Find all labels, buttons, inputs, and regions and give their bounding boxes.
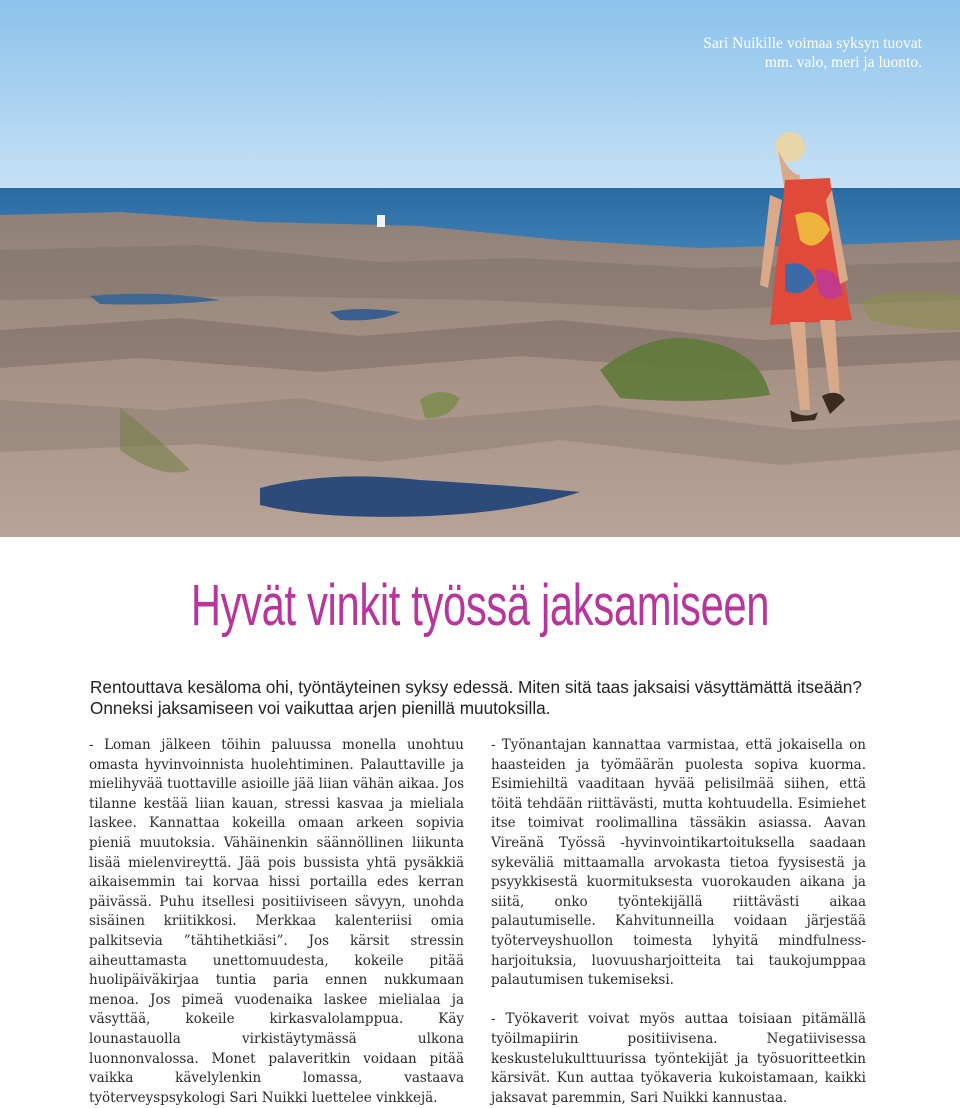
right-column-paragraph-2: - Työkaverit voivat myös auttaa toisiaan pitämällä työilmapiirin positiivisena. Negatiivisessa keskustelukulttuurissa työntekijät ja työsuoritteetkin kärsivät. Kun auttaa työkaveria kukoistamaan, kaikki jaksavat paremmin, Sari Nuikki kannustaa. — [491, 1011, 866, 1106]
photo-caption — [703, 34, 922, 72]
paragraph-spacer — [491, 991, 866, 1011]
left-column-text: - Loman jälkeen töihin paluussa monella unohtuu omasta hyvinvoinnista huolehtiminen. Palauttaville ja mielihyvää tuottaville asioille jää liian vähän aikaa. Jos tilanne kestää liian kauan, stressi kasvaa ja mieliala laskee. Kannattaa kokeilla omaan arkeen sopivia pieniä muutoksia. Vähäinenkin säännöllinen liikunta lisää mielenvireyttä. Jää pois bussista yhtä pysäkkiä aikaisemmin tai korvaa hissi portailla edes kerran päivässä. Puhu itsellesi positiiviseen sävyyn, unohda sisäinen kriitikkosi. Merkkaa kalenteriisi omia palkitsevia ”tähtihetkiäsi”. Jos kärsit stressin aiheuttamasta unettomuudesta, kokeile pitää huolipäiväkirjaa tuntia paria ennen nukkumaan menoa. Jos pimeä vuodenaika laskee mielialaa ja väsyttää, kokeile kirkasvalolamppua. Käy lounastauolla virkistäytymässä ulkona luonnonvalossa. Monet palaveritkin voidaan pitää vaikka kävelylenkin lomassa, vastaava työterveyspsykologi Sari Nuikki luettelee vinkkejä. — [89, 737, 464, 1106]
seaside-rocks-image — [0, 0, 960, 537]
caption-line-2: mm. valo, meri ja luonto. — [764, 54, 922, 71]
hero-photo — [0, 0, 960, 537]
right-column-paragraph-1: - Työnantajan kannattaa varmistaa, että jokaisella on haasteiden ja työmäärän puolesta sopiva kuorma. Esimiehiltä vaaditaan hyvää pelisilmää siihen, että töitä tehdään riittävästi, mutta kohtuudella. Esimiehet itse toimivat roolimallina tässäkin asiassa. Aavan Vireänä Työssä -hyvinvointikartoituksella saadaan sykeväliä mittaamalla arvokasta tietoa fyysisestä ja psyykkisestä kuormituksesta vuorokauden aikana ja siitä, onko työntekijällä riittävästi aikaa palautumiselle. Kahvitunneilla voidaan järjestää työterveyshuollon toimesta lyhyitä mindfulness-harjoituksia, luovuusharjoitteita tai taukojumppaa palautumisen tukemiseksi. — [491, 737, 866, 989]
right-column — [491, 736, 866, 1108]
left-column — [89, 736, 464, 1108]
article-title: Hyvät vinkit työssä jaksamiseen — [190, 573, 770, 638]
article-intro: Rentouttava kesäloma ohi, työntäyteinen syksy edessä. Miten sitä taas jaksaisi väsyttämättä itseään? Onneksi jaksamiseen voi vaikuttaa arjen pienillä muutoksilla. — [90, 677, 862, 718]
caption-line-1: Sari Nuikille voimaa syksyn tuovat — [703, 35, 922, 52]
